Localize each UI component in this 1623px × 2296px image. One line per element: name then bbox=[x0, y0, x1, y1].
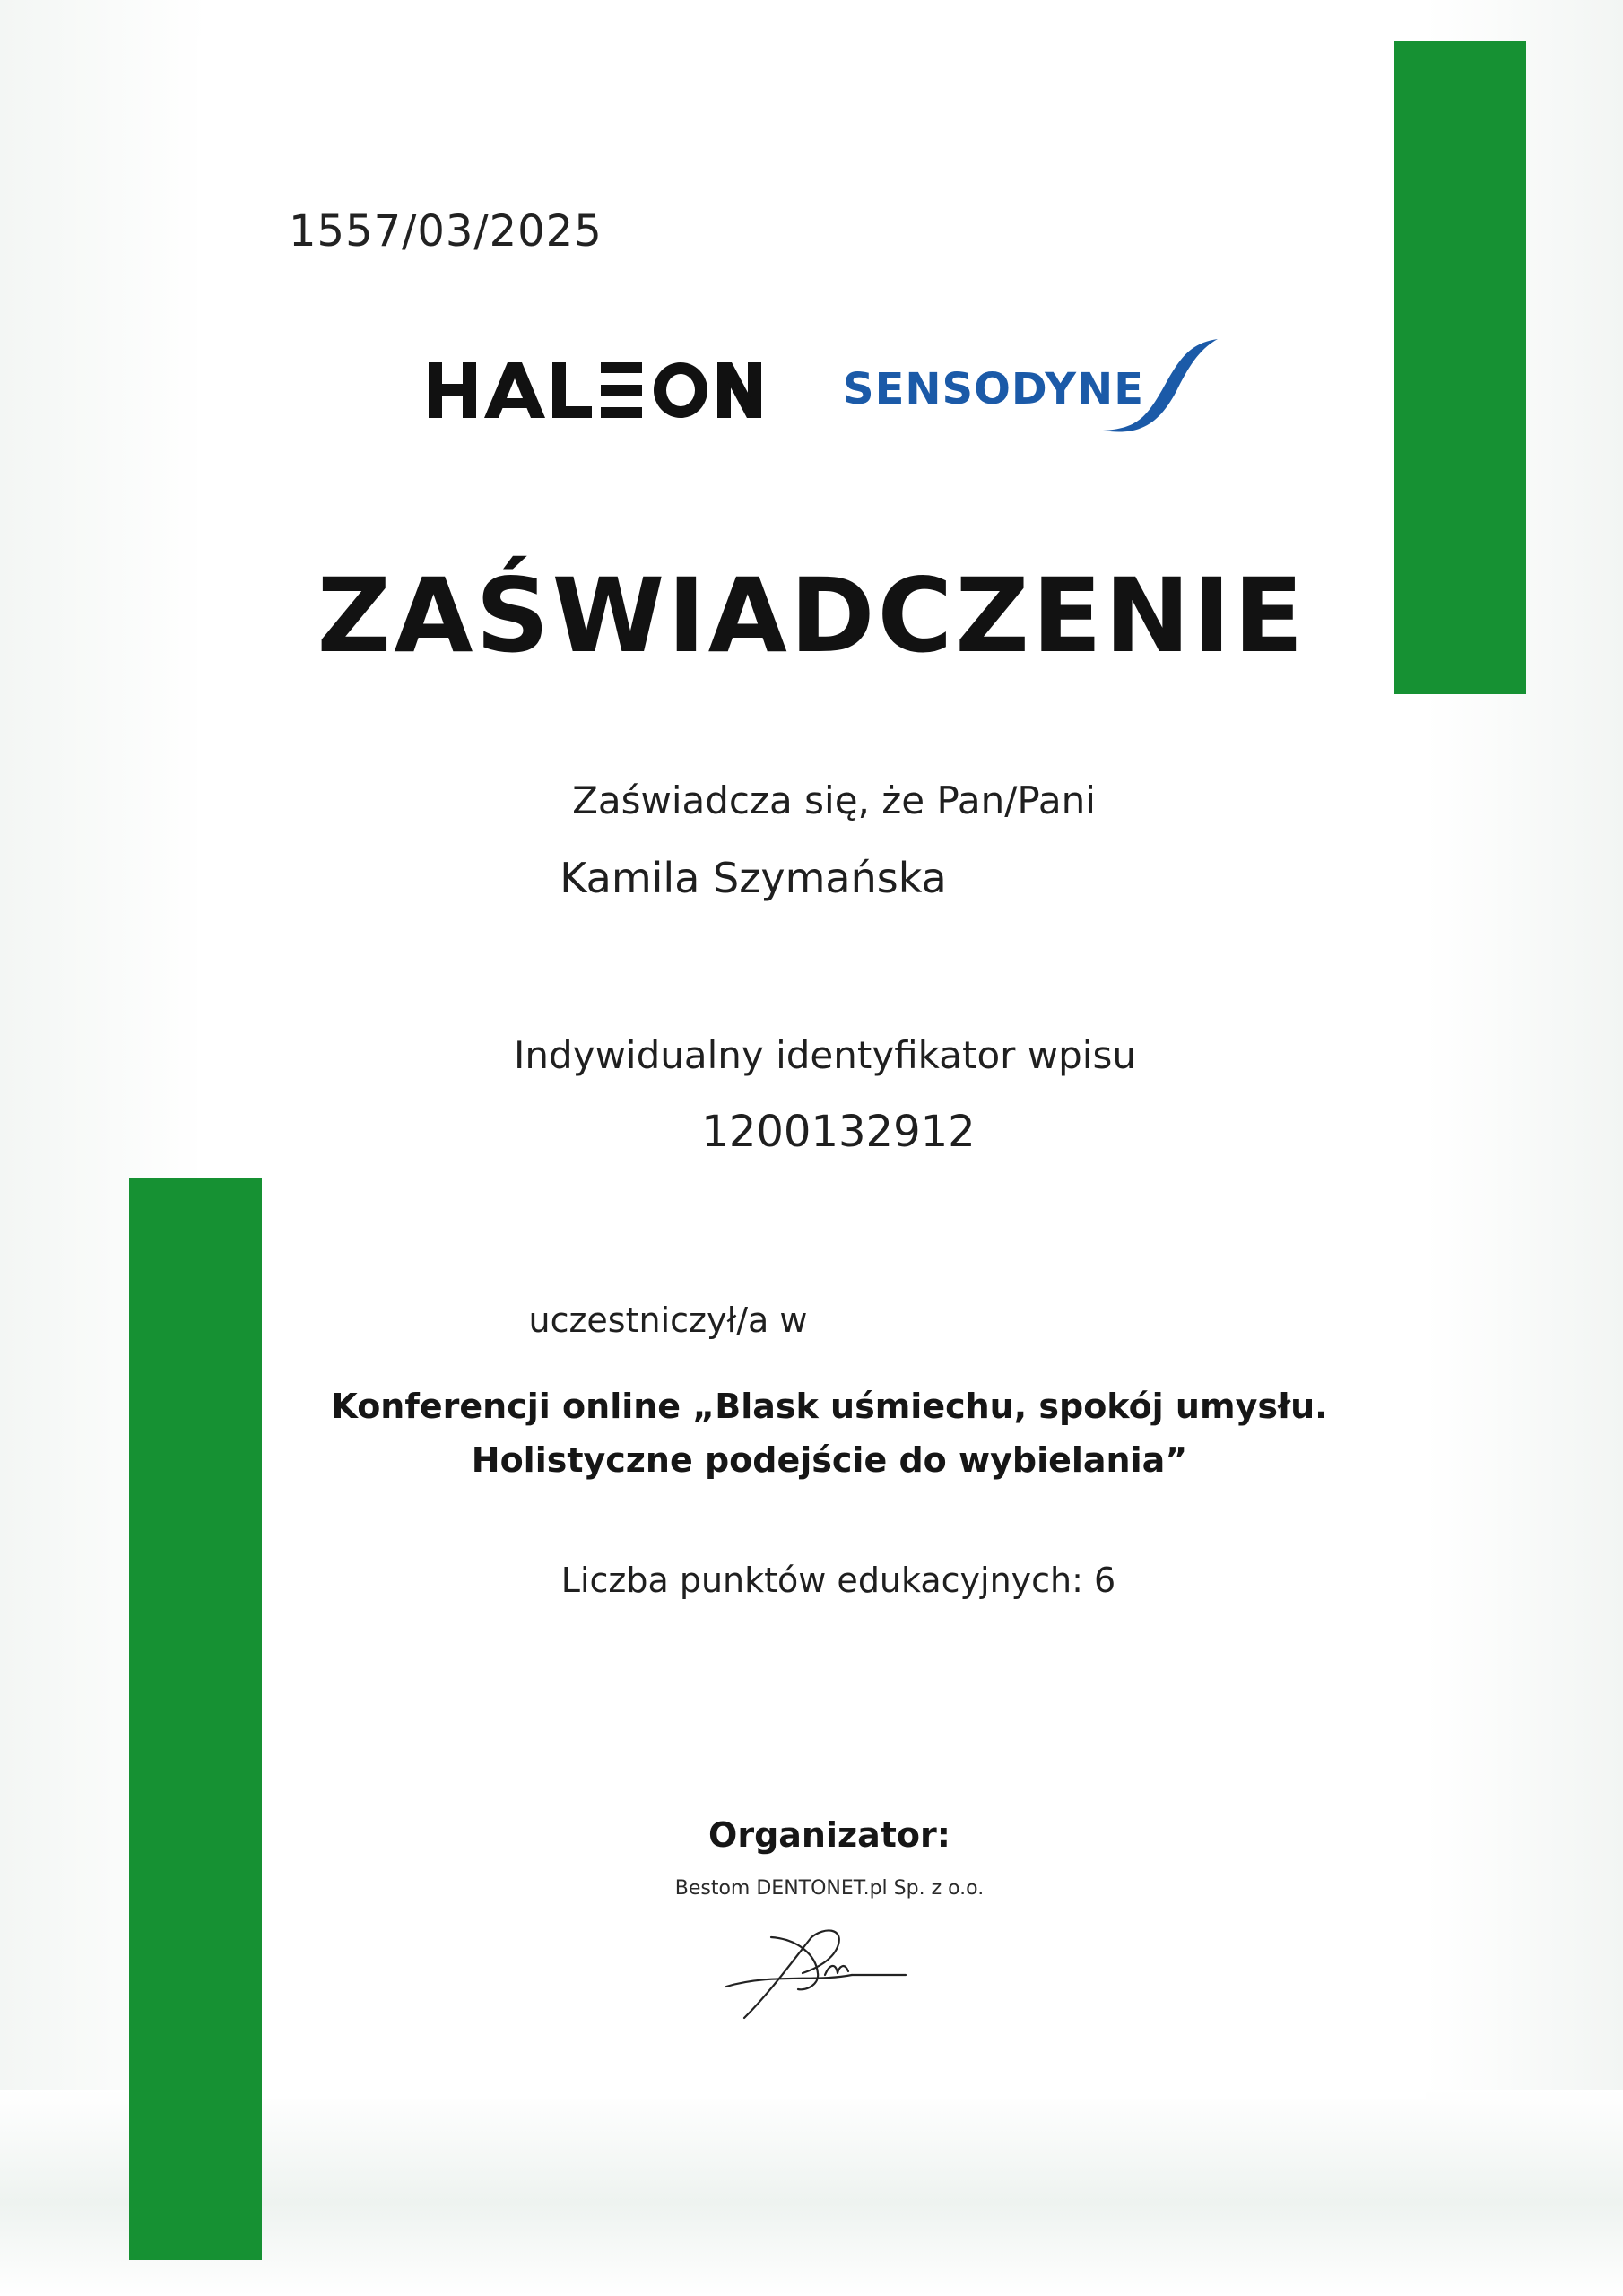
conference-title-line-2: Holistyczne podejście do wybielania” bbox=[471, 1440, 1188, 1480]
sensodyne-logo bbox=[843, 335, 1219, 448]
participant-name: Kamila Szymańska bbox=[560, 854, 947, 902]
intro-text: Zaświadcza się, że Pan/Pani bbox=[572, 778, 1096, 822]
organizer-name: Bestom DENTONET.pl Sp. z o.o. bbox=[674, 1877, 985, 1900]
participated-text: uczestniczył/a w bbox=[528, 1300, 808, 1340]
id-value: 1200132912 bbox=[701, 1107, 976, 1157]
green-bar-left bbox=[129, 1178, 262, 2260]
haleon-logo bbox=[429, 359, 762, 422]
page-title: ZAŚWIADCZENIE bbox=[317, 556, 1306, 675]
education-points: Liczba punktów edukacyjnych: 6 bbox=[560, 1561, 1116, 1600]
certificate-number: 1557/03/2025 bbox=[289, 206, 603, 257]
sensodyne-wordmark: SENSODYNE bbox=[843, 364, 1144, 414]
signature bbox=[717, 1919, 924, 2027]
conference-title-line-1: Konferencji online „Blask uśmiechu, spokój umysłu. bbox=[331, 1387, 1328, 1426]
id-label: Indywidualny identyfikator wpisu bbox=[514, 1033, 1136, 1077]
organizer-label: Organizator: bbox=[708, 1815, 950, 1855]
